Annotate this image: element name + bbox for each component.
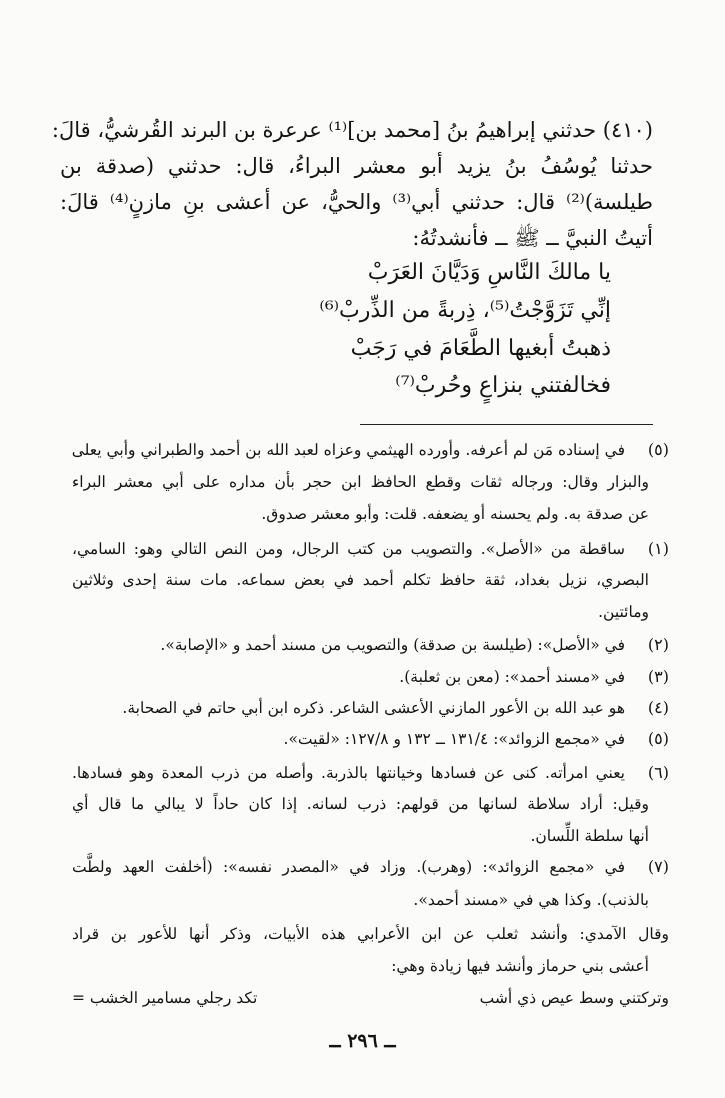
main-text-line: حدثنا يُوسُفُ بنُ يزيد أبو معشر البراءُ، قال: حدثني (صدقة بن xyxy=(60,154,653,178)
footnote-line: والبزار وقال: ورجاله ثقات وقطع الحافظ ابن حجر بأن مداره على أبي معشر البراء xyxy=(72,473,649,491)
verse-hemistich-right: وتركتني وسط عيص ذي أشب xyxy=(479,989,669,1007)
verse-hemistich-left: تكد رجلي مسامير الخشب = xyxy=(72,989,258,1007)
footnote-line: وقيل: أراد سلاطة لسانها من قولهم: ذرب لسانه. إذا كان حاداً لا يبالي ما قال أي xyxy=(72,795,649,813)
footnote-line: البصري، نزيل بغداد، ثقة حافظ تكلم أحمد في بعض سماعه. مات سنة إحدى وثلاثين xyxy=(72,571,649,589)
footnote-divider xyxy=(360,424,653,425)
footnote-number: (١) xyxy=(647,539,669,558)
footnote-line: أنها سلطة اللِّسان. xyxy=(530,827,649,845)
verse-line: إنِّي تَزَوَّجْتُ⁽⁵⁾، ذِربةً من الذِّربْ⁽⁶⁾ xyxy=(319,298,611,323)
footnote-number: (٥) xyxy=(647,729,669,748)
footnote-line: هو عبد الله بن الأعور المازني الأعشى الشاعر. ذكره ابن أبي حاتم في الصحابة. xyxy=(122,699,625,717)
main-text-line: (٤١٠) حدثني إبراهيمُ بنُ [محمد بن]⁽¹⁾ عرعرة بن البرند القُرشيُّ، قالَ: xyxy=(51,118,653,142)
footnote-line: في «مسند أحمد»: (معن بن ثعلبة). xyxy=(399,668,625,686)
verse-line: يا مالكَ النَّاسِ وَدَيَّانَ العَرَبْ xyxy=(367,260,611,285)
commentary-line: أعشى بني حرماز وأنشد فيها زيادة وهي: xyxy=(391,957,649,975)
footnote-line: يعني امرأته. كنى عن فسادها وخيانتها بالذربة. وأصله من ذرب المعدة وهو فسادها. xyxy=(72,764,625,782)
footnote-number: (٧) xyxy=(647,857,669,876)
verse-line: ذهبتُ أبغيها الطَّعَامَ في رَجَبْ xyxy=(350,336,611,361)
footnote-line: عن صدقة به. ولم يحسنه أو يضعفه. قلت: وأبو معشر صدوق. xyxy=(261,505,649,523)
main-text-line: أتيتُ النبيَّ ــ ﷺ ــ فأنشدتُهُ: xyxy=(412,226,653,250)
footnote-line: ومائتين. xyxy=(598,603,649,621)
footnote-line: في إسناده مَن لم أعرفه. وأورده الهيثمي وعزاه لعبد الله بن أحمد والطبراني وأبي يعلى xyxy=(71,441,625,459)
footnote-line: ساقطة من «الأصل». والتصويب من كتب الرجال، ومن النص التالي وهو: السامي، xyxy=(72,540,625,558)
footnote-number: (٤) xyxy=(647,698,669,717)
footnote-line: في «الأصل»: (طيلسة بن صدقة) والتصويب من مسند أحمد و «الإصابة». xyxy=(160,636,625,654)
commentary-line: وقال الآمدي: وأنشد ثعلب عن ابن الأعرابي هذه الأبيات، وذكر أنها للأعور بن قراد xyxy=(72,925,669,943)
footnote-number: (٢) xyxy=(647,635,669,654)
verse-line: فخالفتني بنزاعٍ وحُربْ⁽⁷⁾ xyxy=(395,373,611,398)
page-number: ــ ٢٩٦ ــ xyxy=(329,1030,396,1052)
footnote-line: بالذنب). وكذا هي في «مسند أحمد». xyxy=(413,891,649,909)
footnote-line: في «مجمع الزوائد»: ١٣١/٤ ــ ١٣٢ و ١٢٧/٨: «لقيت». xyxy=(283,730,625,748)
footnote-number: (٣) xyxy=(647,667,669,686)
footnote-number: (٦) xyxy=(647,763,669,782)
footnote-number: (٥) xyxy=(647,440,669,459)
main-text-line: طيلسة)⁽²⁾ قال: حدثني أبي⁽³⁾ والحيُّ، عن أعشى بنِ مازنٍ⁽⁴⁾ قالَ: xyxy=(60,190,654,214)
footnote-line: في «مجمع الزوائد»: (وهرب). وزاد في «المصدر نفسه»: (أخلفت العهد ولطَّت xyxy=(72,858,625,876)
